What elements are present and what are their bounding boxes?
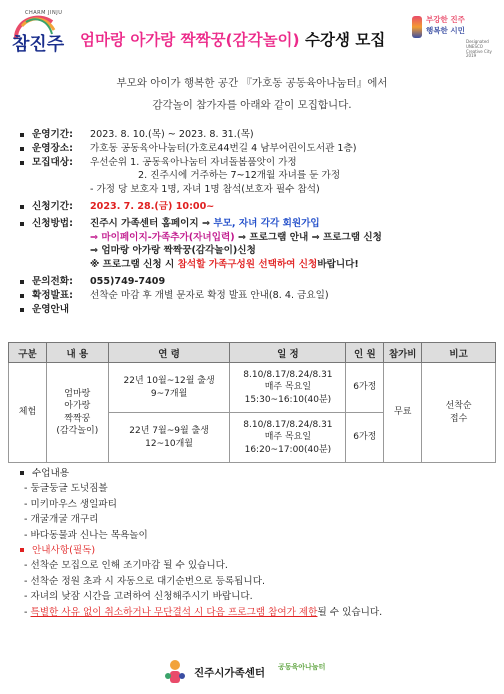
- apply-period-row: [20, 200, 490, 214]
- target-row-2: [20, 169, 490, 183]
- bullet-icon: [20, 548, 24, 552]
- method-line2-b: ⇒ 프로그램 안내 ⇒ 프로그램 신청: [234, 231, 382, 243]
- footer: [0, 650, 504, 694]
- list-item: [20, 574, 490, 589]
- intro-line2: 감각놀이 참가자를 아래와 같이 모집합니다.: [152, 99, 352, 111]
- cell-schedule-1: [230, 363, 346, 413]
- header-category: 구분: [9, 343, 47, 363]
- note-line: 선착순: [445, 401, 472, 411]
- header-age: 연 령: [108, 343, 230, 363]
- list-item: [20, 528, 490, 543]
- title-recruit: 수강생 모집: [305, 31, 386, 49]
- method-line1-b: 부모, 자녀 각각 회원가입: [213, 217, 320, 229]
- notice-last-red: 특별한 사유 없이 취소하거나 무단결석 시 다음 프로그램 참여가 제한: [30, 606, 318, 618]
- slogan-logo-mark: [412, 16, 422, 38]
- cell-schedule-2: [230, 413, 346, 463]
- confirm-row: [20, 289, 490, 303]
- schedule-line: 8.10/8.17/8.24/8.31: [243, 369, 333, 380]
- slogan-logo: [412, 14, 500, 62]
- notice-heading-row: [20, 543, 490, 558]
- period-row: [20, 128, 490, 142]
- class-item: - 둥글둥글 도넛짐볼: [24, 483, 108, 495]
- method-row-2: [20, 231, 490, 245]
- method-line1-a: 진주시 가족센터 홈페이지 ⇒: [90, 217, 214, 229]
- city-logo: [8, 8, 68, 62]
- apply-period-label: 신청기간:: [32, 200, 73, 212]
- notice-item-last: [24, 605, 382, 620]
- method-line4-c: 바랍니다!: [317, 259, 359, 271]
- age-line: 12~10개월: [145, 438, 194, 449]
- confirm-label: 확정발표:: [32, 289, 73, 301]
- header-content: 내 용: [46, 343, 108, 363]
- header: [0, 0, 504, 70]
- target-line2: 2. 진주시에 거주하는 7~12개월 자녀를 둔 가정: [138, 170, 341, 182]
- content-line: 짝짝꿍: [64, 413, 91, 424]
- list-item: [20, 497, 490, 512]
- method-label: 신청방법:: [32, 217, 73, 229]
- cell-fee: 무료: [384, 363, 422, 463]
- content-line: (감각놀이): [56, 426, 99, 436]
- cell-people-1: 6가정: [346, 363, 384, 413]
- cell-people-2: 6가정: [346, 413, 384, 463]
- schedule-line: 15:30~16:10(40분): [244, 394, 332, 405]
- classes-label: 수업내용: [32, 468, 70, 479]
- list-item: [20, 605, 490, 620]
- class-item: - 개굴개굴 개구리: [24, 514, 99, 526]
- phone-row: [20, 275, 490, 289]
- apply-period-value: 2023. 7. 28.(금) 10:00~: [90, 200, 215, 212]
- family-center-logo-icon: [164, 658, 186, 686]
- details-section: [20, 466, 490, 620]
- cell-note: [422, 363, 496, 463]
- nanum-logo: 공동육아나눔터: [278, 663, 326, 671]
- target-row-3: [20, 183, 490, 197]
- period-value: 2023. 8. 10.(목) ~ 2023. 8. 31.(목): [90, 129, 254, 140]
- notice-item: - 선착순 정원 초과 시 자동으로 대기순번으로 등록됩니다.: [24, 575, 266, 587]
- bullet-icon: [20, 294, 24, 298]
- method-row-3: [20, 244, 490, 258]
- class-item: - 바다동물과 신나는 목욕놀이: [24, 529, 148, 541]
- notice-last-suffix: 될 수 있습니다.: [317, 606, 383, 618]
- title-program: 엄마랑 아가랑 짝짝꿍(감각놀이): [80, 31, 300, 49]
- city-logo-small: CHARM JINJU: [25, 10, 63, 16]
- cell-age-1: [108, 363, 230, 413]
- unesco-note: Designated UNESCO Creative City 2019: [466, 39, 492, 59]
- method-line2-a: ⇒ 마이페이지-가족추가(자녀입력): [90, 231, 235, 243]
- list-item: [20, 558, 490, 573]
- list-item: [20, 512, 490, 527]
- method-row: [20, 217, 490, 231]
- class-item: - 미키마우스 생일파티: [24, 498, 117, 510]
- place-row: [20, 142, 490, 156]
- header-fee: 참가비: [384, 343, 422, 363]
- guide-label: 운영안내: [32, 303, 70, 315]
- bullet-icon: [20, 147, 24, 151]
- phone-label: 문의전화:: [32, 275, 73, 287]
- age-line: 22년 7월~9월 출생: [129, 426, 209, 436]
- slogan-line1: 부강한 진주: [426, 15, 465, 24]
- bullet-icon: [20, 308, 24, 312]
- cell-category: 체험: [9, 363, 47, 463]
- notice-label: 안내사항(필독): [32, 544, 96, 556]
- bullet-icon: [20, 222, 24, 226]
- method-line3: ⇒ 엄마랑 아가랑 짝짝꿍(감각놀이)신청: [90, 245, 256, 257]
- bullet-icon: [20, 133, 24, 137]
- note-line: 접수: [449, 413, 468, 424]
- table-header-row: [9, 343, 496, 363]
- notice-item: - 선착순 모집으로 인해 조기마감 될 수 있습니다.: [24, 560, 228, 572]
- family-center-name: 진주시가족센터: [194, 667, 266, 679]
- list-item: [20, 589, 490, 604]
- intro: [0, 72, 504, 116]
- city-logo-text: 참진주: [12, 34, 65, 55]
- notice-last-prefix: -: [24, 606, 31, 618]
- list-item: [20, 481, 490, 496]
- content-line: 엄마랑: [64, 388, 91, 399]
- info-section: [20, 128, 490, 316]
- method-line4-a: ※ 프로그램 신청 시: [90, 259, 178, 271]
- target-line3: - 가정 당 보호자 1명, 자녀 1명 참석(보호자 필수 참석): [90, 184, 320, 196]
- schedule-line: 8.10/8.17/8.24/8.31: [243, 419, 333, 430]
- place-label: 운영장소:: [32, 142, 73, 154]
- target-row: [20, 156, 490, 170]
- bullet-icon: [20, 280, 24, 284]
- bullet-icon: [20, 161, 24, 165]
- target-label: 모집대상:: [32, 156, 73, 168]
- age-line: 9~7개월: [150, 388, 188, 399]
- method-row-4: [20, 258, 490, 272]
- target-line1: 우선순위 1. 공동육아나눔터 자녀돌봄품앗이 가정: [90, 156, 297, 168]
- method-line4-b: 참석할 가족구성원 선택하여 신청: [177, 259, 318, 271]
- cell-content: [46, 363, 108, 463]
- method-line1: [90, 217, 320, 231]
- intro-line1: 부모와 아이가 행복한 공간 『가호동 공동육아나눔터』에서: [116, 77, 388, 89]
- table-row: [9, 363, 496, 413]
- bullet-icon: [20, 471, 24, 475]
- period-label: 운영기간:: [32, 129, 73, 140]
- cell-age-2: [108, 413, 230, 463]
- classes-heading-row: [20, 466, 490, 481]
- method-line2: [90, 231, 382, 245]
- schedule-line: 16:20~17:00(40분): [244, 444, 332, 455]
- slogan-line2: 행복한 시민: [426, 26, 465, 35]
- notice-item: - 자녀의 낮잠 시간을 고려하여 신청해주시기 바랍니다.: [24, 591, 253, 603]
- header-note: 비고: [422, 343, 496, 363]
- place-value: 가호동 공동육아나눔터(가호로44번길 4 남부어린이도서관 1층): [90, 142, 357, 154]
- header-schedule: 일 정: [230, 343, 346, 363]
- age-line: 22년 10월~12월 출생: [123, 376, 215, 386]
- phone-value: 055)749-7409: [90, 275, 166, 287]
- confirm-value: 선착순 마감 후 개별 문자로 확정 발표 안내(8. 4. 금요일): [90, 289, 329, 301]
- page-title: [80, 28, 385, 50]
- schedule-line: 매주 목요일: [264, 432, 312, 443]
- schedule-table: [8, 342, 496, 463]
- header-people: 인 원: [346, 343, 384, 363]
- schedule-line: 매주 목요일: [264, 382, 312, 393]
- content-line: 아가랑: [64, 401, 91, 411]
- bullet-icon: [20, 205, 24, 209]
- guide-row: [20, 303, 490, 317]
- method-line4: [90, 258, 359, 272]
